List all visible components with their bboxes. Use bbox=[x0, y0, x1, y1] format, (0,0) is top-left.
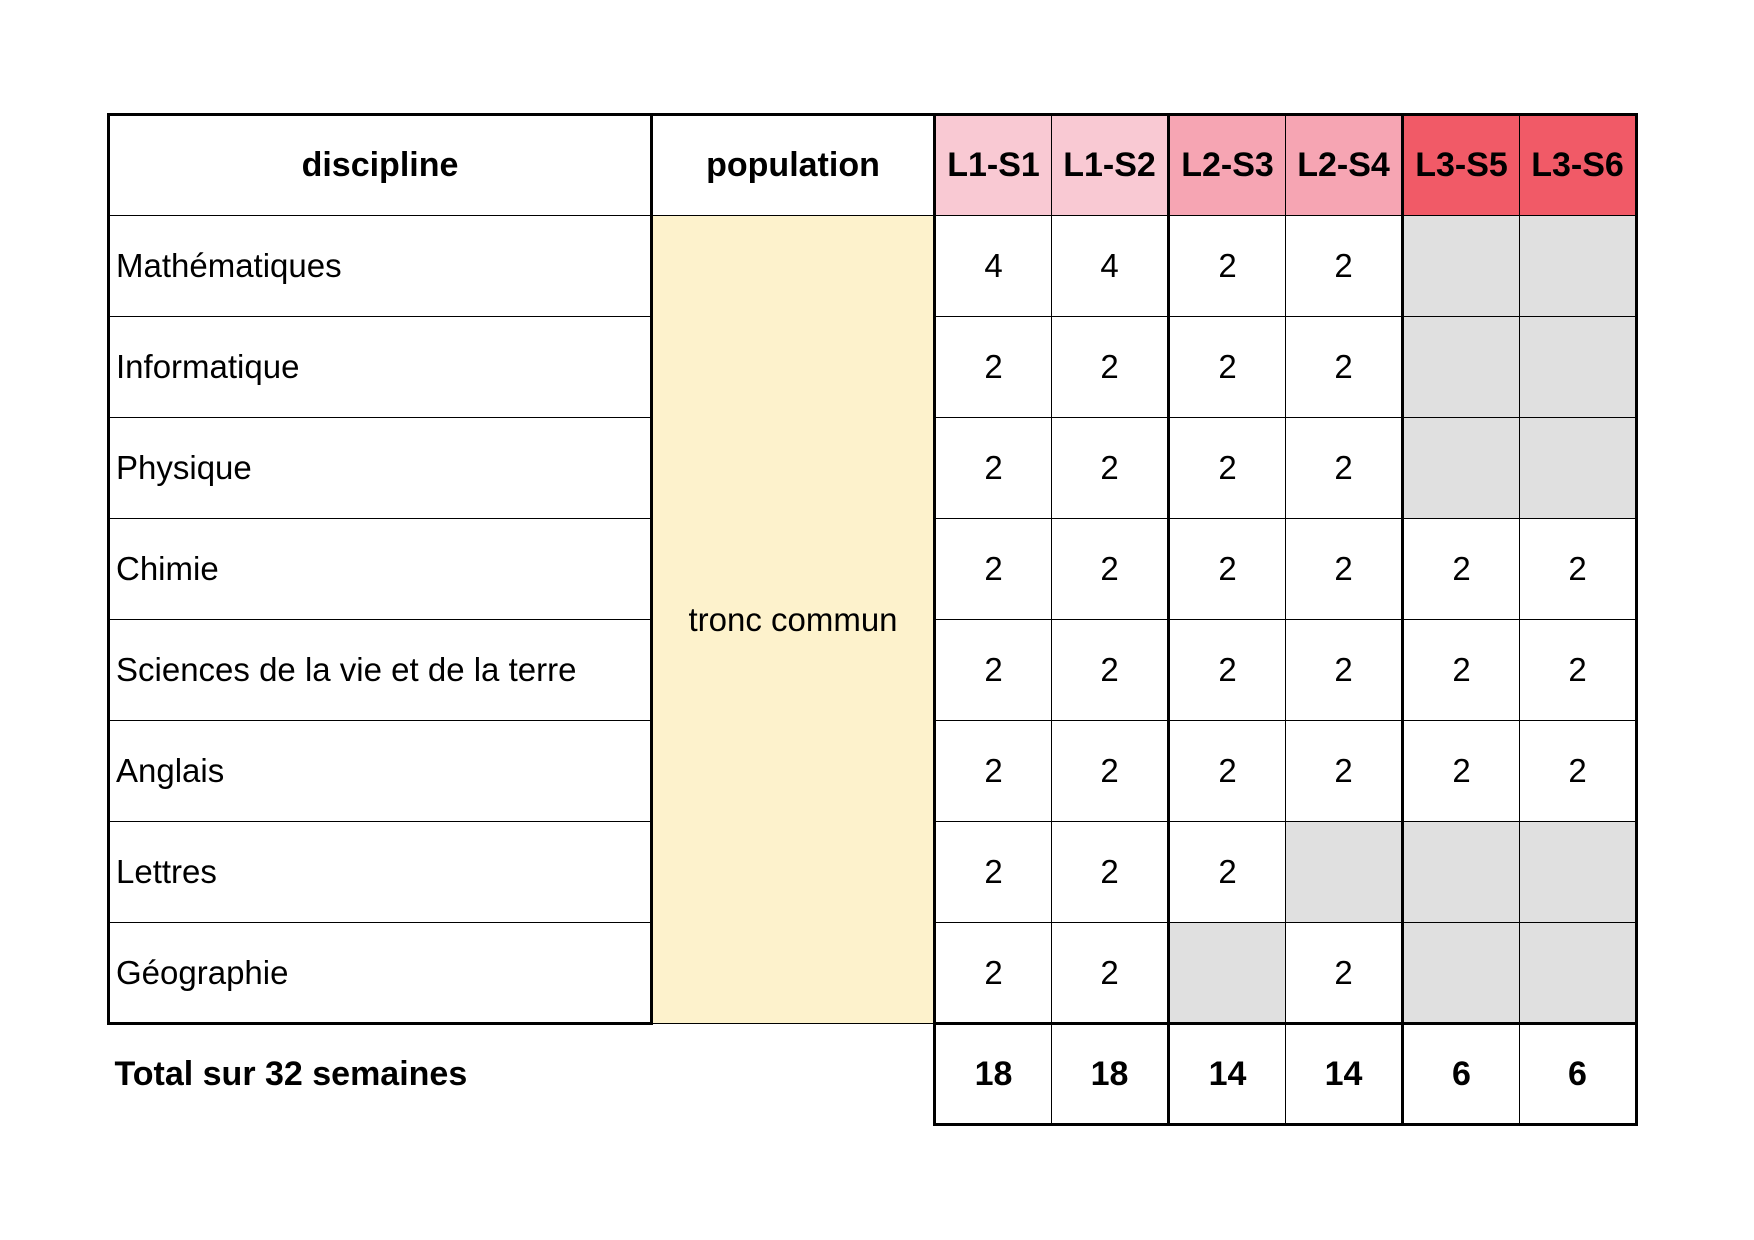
hours-cell: 2 bbox=[1052, 620, 1169, 721]
hours-cell: 2 bbox=[1169, 216, 1286, 317]
total-label: Total sur 32 semaines bbox=[114, 1055, 468, 1094]
hours-cell: 2 bbox=[1286, 923, 1403, 1024]
empty-cell bbox=[1403, 822, 1520, 923]
hours-cell: 2 bbox=[1286, 317, 1403, 418]
hours-cell: 2 bbox=[1052, 822, 1169, 923]
hours-cell: 2 bbox=[1169, 418, 1286, 519]
hours-table bbox=[107, 113, 1638, 1126]
hours-cell: 2 bbox=[935, 822, 1052, 923]
hours-cell: 4 bbox=[1052, 216, 1169, 317]
discipline-cell: Mathématiques bbox=[109, 216, 652, 317]
total-value: 6 bbox=[1403, 1024, 1520, 1125]
hours-cell: 2 bbox=[935, 923, 1052, 1024]
discipline-cell: Informatique bbox=[109, 317, 652, 418]
discipline-cell: Lettres bbox=[109, 822, 652, 923]
total-value: 6 bbox=[1520, 1024, 1637, 1125]
empty-cell bbox=[1169, 923, 1286, 1024]
hours-cell: 2 bbox=[1520, 620, 1637, 721]
discipline-cell: Physique bbox=[109, 418, 652, 519]
hours-cell: 2 bbox=[1169, 317, 1286, 418]
empty-cell bbox=[1403, 418, 1520, 519]
hours-cell: 2 bbox=[935, 620, 1052, 721]
header-semester: L3-S5 bbox=[1403, 115, 1520, 216]
total-row bbox=[109, 1024, 1637, 1125]
hours-cell: 2 bbox=[935, 519, 1052, 620]
hours-cell: 2 bbox=[1403, 620, 1520, 721]
header-semester: L1-S2 bbox=[1052, 115, 1169, 216]
empty-cell bbox=[1286, 822, 1403, 923]
hours-cell: 2 bbox=[1169, 620, 1286, 721]
hours-cell: 2 bbox=[1169, 721, 1286, 822]
empty-cell bbox=[1403, 317, 1520, 418]
hours-cell: 2 bbox=[935, 418, 1052, 519]
hours-cell: 4 bbox=[935, 216, 1052, 317]
hours-cell: 2 bbox=[1403, 519, 1520, 620]
header-row bbox=[109, 115, 1637, 216]
header-semester: L2-S4 bbox=[1286, 115, 1403, 216]
total-value: 18 bbox=[935, 1024, 1052, 1125]
header-semester: L3-S6 bbox=[1520, 115, 1637, 216]
empty-cell bbox=[1403, 216, 1520, 317]
hours-cell: 2 bbox=[1052, 923, 1169, 1024]
hours-cell: 2 bbox=[1286, 418, 1403, 519]
hours-cell: 2 bbox=[935, 317, 1052, 418]
hours-cell: 2 bbox=[1520, 519, 1637, 620]
hours-cell: 2 bbox=[935, 721, 1052, 822]
hours-cell: 2 bbox=[1403, 721, 1520, 822]
hours-cell: 2 bbox=[1052, 519, 1169, 620]
empty-cell bbox=[1520, 822, 1637, 923]
population-cell: tronc commun bbox=[652, 216, 935, 1024]
header-discipline: discipline bbox=[109, 115, 652, 216]
empty-cell bbox=[1520, 418, 1637, 519]
empty-cell bbox=[1520, 317, 1637, 418]
empty-cell bbox=[1403, 923, 1520, 1024]
total-value: 14 bbox=[1169, 1024, 1286, 1125]
total-value: 18 bbox=[1052, 1024, 1169, 1125]
discipline-cell: Anglais bbox=[109, 721, 652, 822]
header-population: population bbox=[652, 115, 935, 216]
header-semester: L1-S1 bbox=[935, 115, 1052, 216]
hours-cell: 2 bbox=[1520, 721, 1637, 822]
hours-cell: 2 bbox=[1286, 620, 1403, 721]
header-semester: L2-S3 bbox=[1169, 115, 1286, 216]
hours-cell: 2 bbox=[1052, 317, 1169, 418]
discipline-cell: Sciences de la vie et de la terre bbox=[109, 620, 652, 721]
table-row bbox=[109, 216, 1637, 317]
hours-cell: 2 bbox=[1169, 822, 1286, 923]
hours-cell: 2 bbox=[1052, 418, 1169, 519]
hours-cell: 2 bbox=[1169, 519, 1286, 620]
empty-cell bbox=[1520, 923, 1637, 1024]
hours-cell: 2 bbox=[1286, 721, 1403, 822]
hours-cell: 2 bbox=[1052, 721, 1169, 822]
hours-cell: 2 bbox=[1286, 519, 1403, 620]
discipline-cell: Géographie bbox=[109, 923, 652, 1024]
discipline-cell: Chimie bbox=[109, 519, 652, 620]
empty-cell bbox=[1520, 216, 1637, 317]
hours-cell: 2 bbox=[1286, 216, 1403, 317]
total-value: 14 bbox=[1286, 1024, 1403, 1125]
